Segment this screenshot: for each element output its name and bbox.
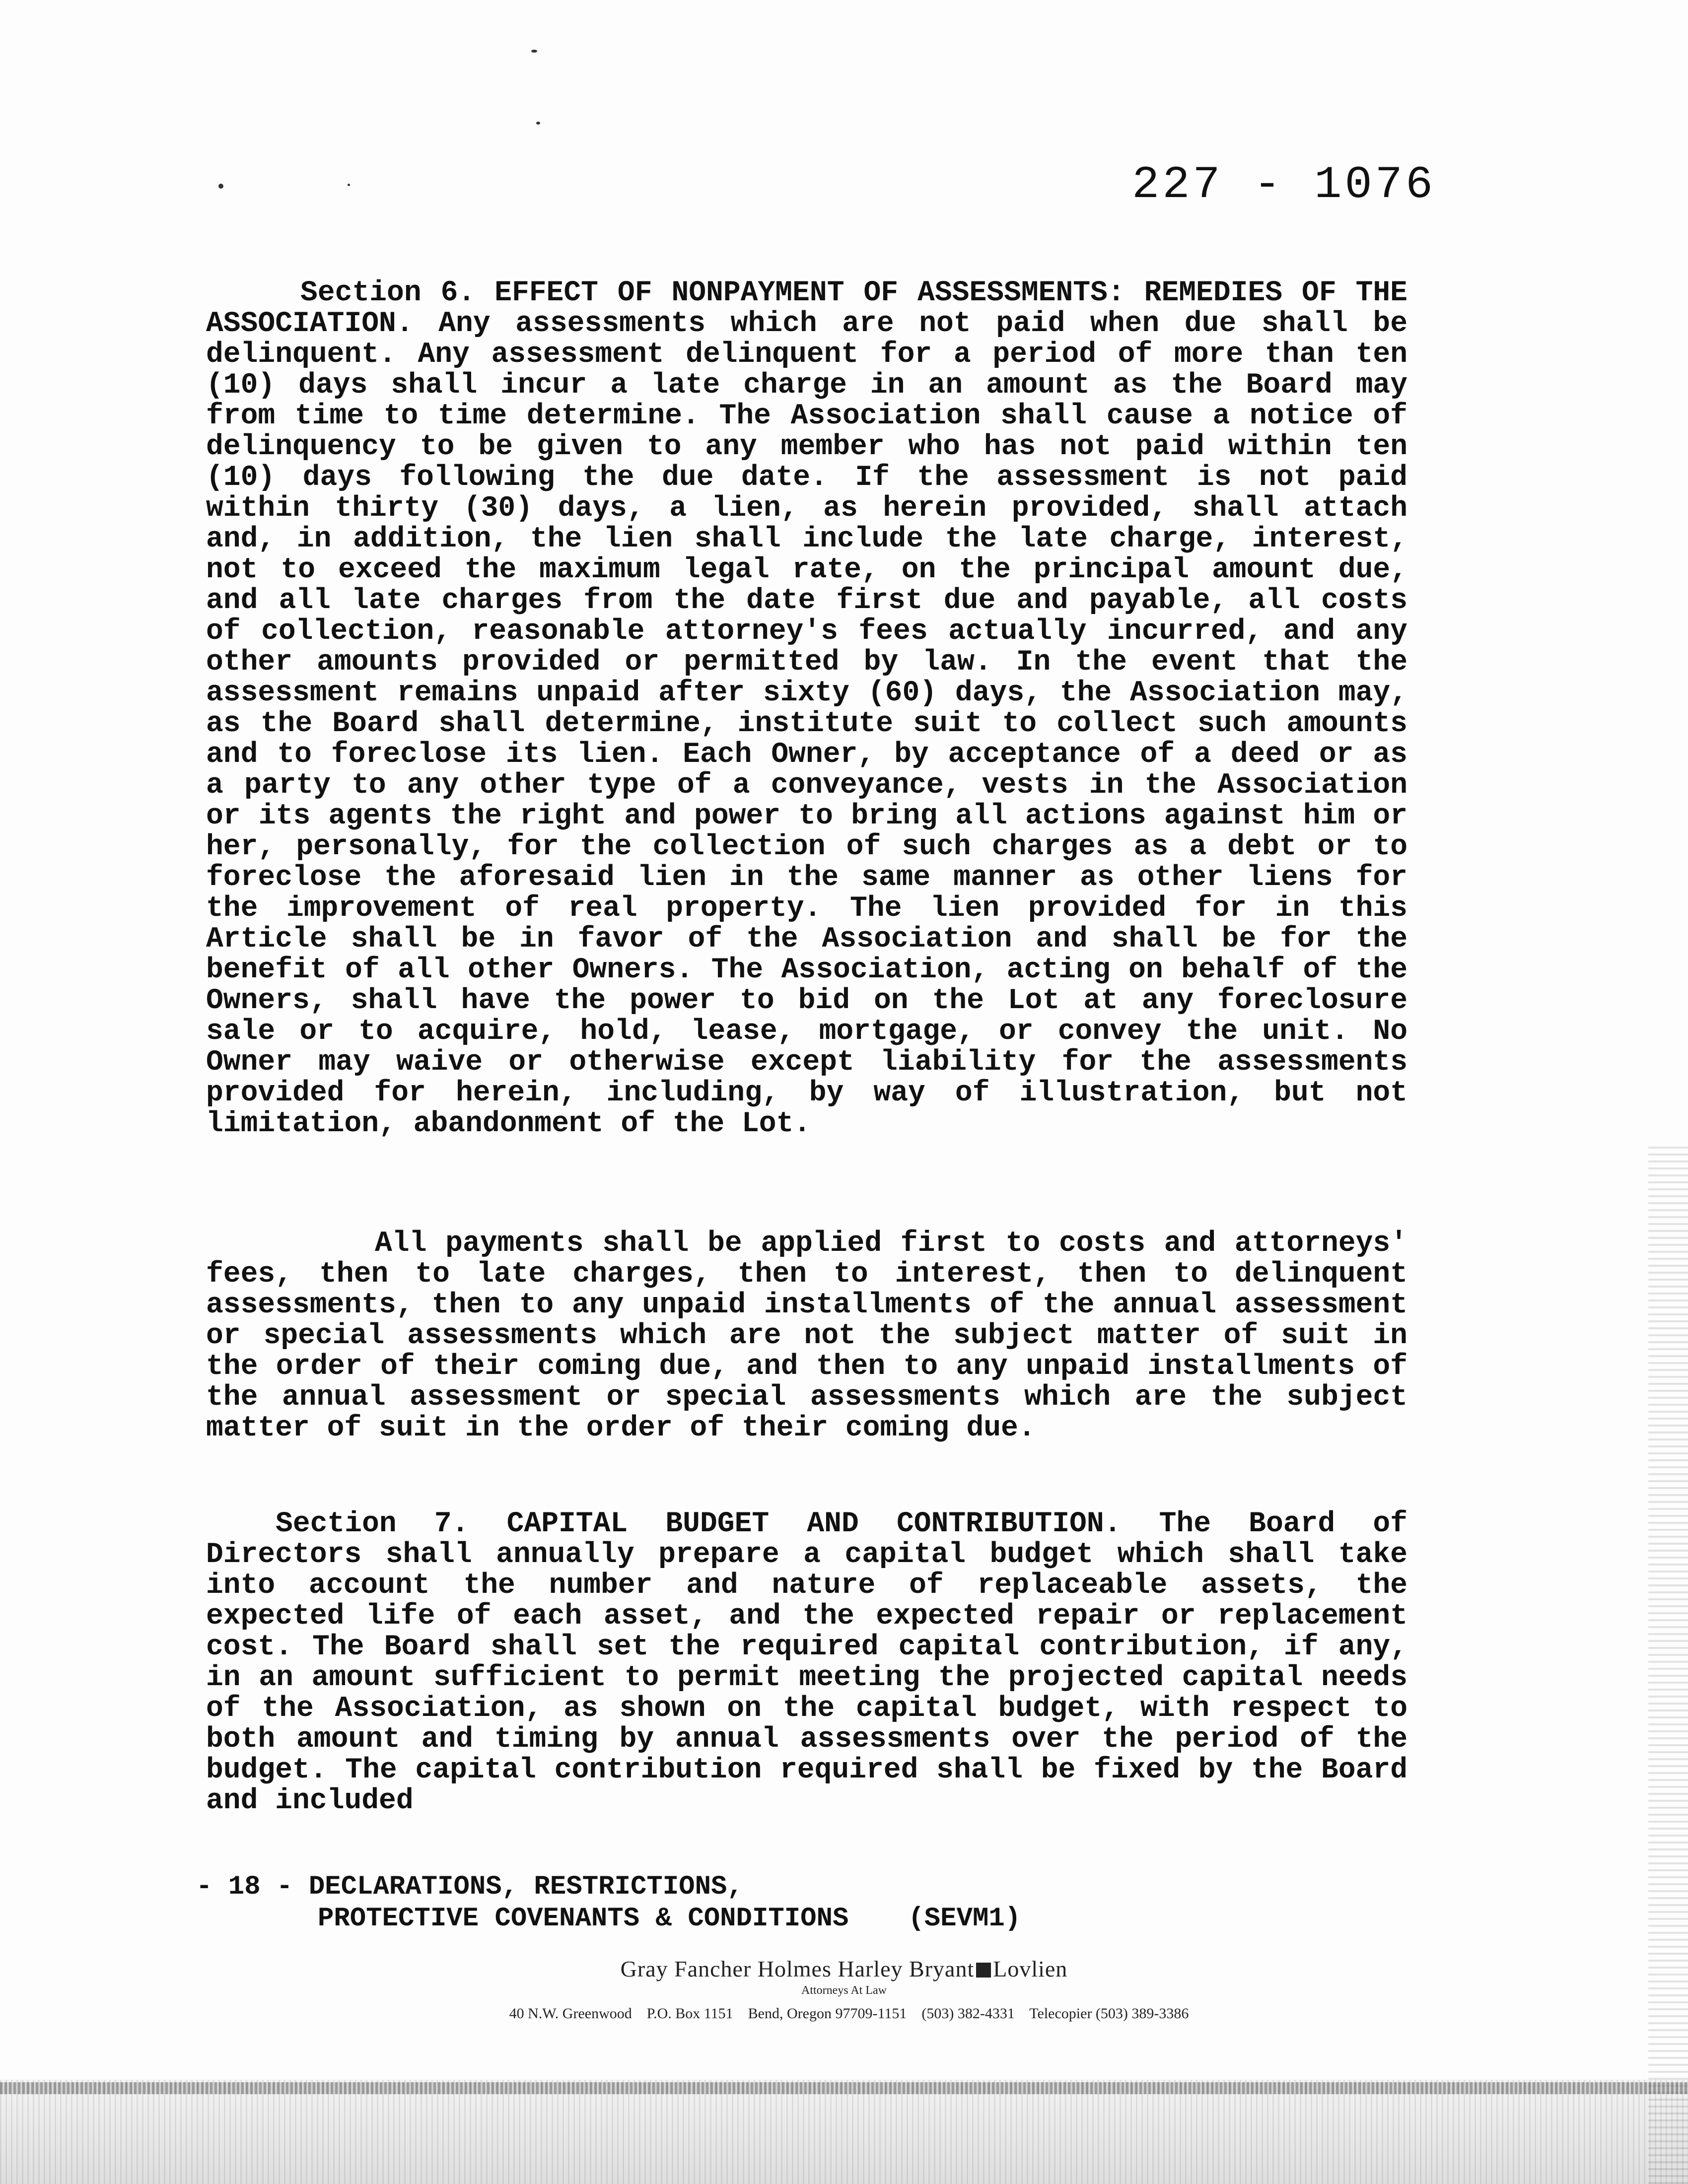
payments-text: All payments shall be applied first to costs and attorneys' fees, then to late charges, then to interest, then to delinquent assessments, then to any unpaid installments of the annual assessment or special assessments which are not the subject matter of suit in the order of their coming due, and then to any unpaid installments of the annual assessment or special assessments which are the subject matter of suit in the order of their coming due. bbox=[206, 1228, 1407, 1444]
firm-address: 40 N.W. Greenwood P.O. Box 1151 Bend, Oregon 97709-1151 (503) 382-4331 Telecopier (503) 389-3386 bbox=[509, 2005, 1189, 2022]
firm-name bbox=[0, 1956, 1688, 1982]
section-6-text: Any assessments which are not paid when due shall be delinquent. Any assessment delinquent for a period of more than ten (10) days shall incur a late charge in an amount as the Board may from time to time determine. The Association shall cause a notice of delinquency to be given to any member who has not paid within ten (10) days following the due date. If the assessment is not paid within thirty (30) days, a lien, as herein provided, shall attach and, in addition, the lien shall include the late charge, interest, not to exceed the maximum legal rate, on the principal amount due, and all late charges from the date first due and payable, all costs of collection, reasonable attorney's fees actually incurred, and any other amounts provided or permitted by law. In the event that the assessment remains unpaid after sixty (60) days, the Association may, as the Board shall determine, institute suit to collect such amounts and to foreclose its lien. Each Owner, by acceptance of a deed or as a party to any other type of a conveyance, vests in the Association or its agents the right and power to bring all actions against him or her, personally, for the collection of such charges as a debt or to foreclose the aforesaid lien in the same manner as other liens for the improvement of real property. The lien provided for in this Article shall be in favor of the Association and shall be for the benefit of all other Owners. The Association, acting on behalf of the Owners, shall have the power to bid on the Lot at any foreclosure sale or to acquire, hold, lease, mortgage, or convey the unit. No Owner may waive or otherwise except liability for the assessments provided for herein, including, by way of illustration, but not limitation, abandonment of the Lot. bbox=[206, 308, 1407, 1140]
scan-speck bbox=[348, 184, 350, 186]
scan-edge-noise-bottom bbox=[0, 2080, 1688, 2184]
section-6-heading: Section 6. EFFECT OF NONPAYMENT OF ASSESSMENTS: REMEDIES OF THE ASSOCIATION. bbox=[206, 277, 1407, 340]
page-number: 227 - 1076 bbox=[1132, 159, 1436, 211]
section-7-paragraph bbox=[206, 1509, 1407, 1817]
footer-page-label-2: PROTECTIVE COVENANTS & CONDITIONS bbox=[318, 1904, 849, 1934]
scan-edge-noise-right bbox=[1648, 1142, 1688, 2184]
footer-page-label: - 18 - DECLARATIONS, RESTRICTIONS, bbox=[196, 1872, 743, 1902]
law-firm-letterhead bbox=[0, 1956, 1688, 2022]
section-6-paragraph bbox=[206, 278, 1407, 1140]
scan-edge-band bbox=[0, 2082, 1688, 2094]
scan-speck bbox=[536, 122, 540, 125]
firm-name-part-1: Gray Fancher Holmes Harley Bryant bbox=[620, 1956, 975, 1981]
scan-speck bbox=[531, 50, 537, 53]
separator-square-icon bbox=[976, 1963, 991, 1978]
footer-document-title bbox=[196, 1871, 1021, 1935]
payments-paragraph bbox=[206, 1228, 1407, 1444]
firm-name-part-2: Lovlien bbox=[993, 1956, 1068, 1981]
section-7-heading: Section 7. CAPITAL BUDGET AND CONTRIBUTION. bbox=[276, 1508, 1122, 1540]
firm-subtitle: Attorneys At Law bbox=[801, 1984, 887, 1997]
section-7-text: The Board of Directors shall annually prepare a capital budget which shall take into account the number and nature of replaceable assets, the expected life of each asset, and the expected repair or replacement cost. The Board shall set the required capital contribution, if any, in an amount sufficient to permit meeting the projected capital needs of the Association, as shown on the capital budget, with respect to both amount and timing by annual assessments over the period of the budget. The capital contribution required shall be fixed by the Board and included bbox=[206, 1508, 1407, 1817]
footer-title-line-2 bbox=[196, 1903, 1021, 1935]
footer-doc-code: (SEVM1) bbox=[908, 1904, 1021, 1934]
scan-speck bbox=[218, 184, 223, 189]
